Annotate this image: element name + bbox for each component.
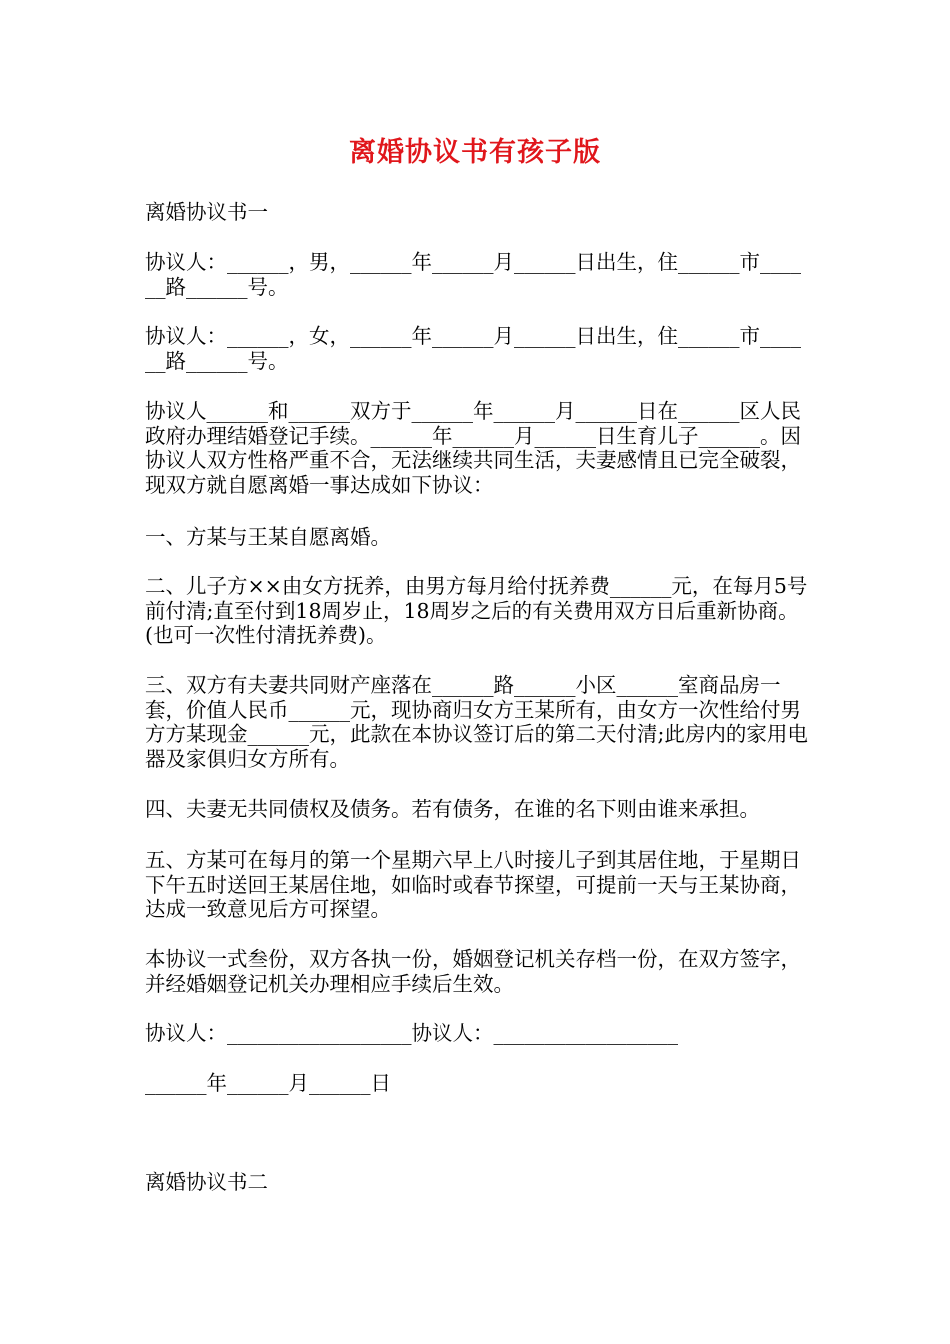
section-heading-1: 离婚协议书一 (145, 200, 268, 224)
party-female-paragraph: 协议人：______，女，______年______月______日出生，住______市______路______号。 (145, 324, 801, 373)
clause-2: 二、儿子方××由女方抚养，由男方每月给付抚养费______元，在每月5号前付清;直至付到18周岁止，18周岁之后的有关费用双方日后重新协商。(也可一次性付清抚养费)。 (145, 574, 808, 647)
section-heading-2: 离婚协议书二 (145, 1170, 268, 1194)
signature-line: 协议人：__________________协议人：__________________ (145, 1021, 678, 1045)
effectiveness-paragraph: 本协议一式叁份，双方各执一份，婚姻登记机关存档一份，在双方签字，并经婚姻登记机关办理相应手续后生效。 (145, 947, 801, 996)
marriage-background-paragraph: 协议人______和______双方于______年______月______日在______区人民政府办理结婚登记手续。______年______月______日生育儿子______。因协议人双方性格严重不合，无法继续共同生活，夫妻感情且已完全破裂，现双方就自愿离婚一事达成如下协议： (145, 399, 801, 497)
clause-4: 四、夫妻无共同债权及债务。若有债务，在谁的名下则由谁来承担。 (145, 797, 760, 821)
clause-1: 一、方某与王某自愿离婚。 (145, 525, 391, 549)
clause-3: 三、双方有夫妻共同财产座落在______路______小区______室商品房一套，价值人民币______元，现协商归女方王某所有，由女方一次性给付男方方某现金______元，此款在本协议签订后的第二天付清;此房内的家用电器及家俱归女方所有。 (145, 673, 808, 771)
date-line: ______年______月______日 (145, 1071, 391, 1095)
party-male-paragraph: 协议人：______，男，______年______月______日出生，住______市______路______号。 (145, 250, 801, 299)
clause-5: 五、方某可在每月的第一个星期六早上八时接儿子到其居住地，于星期日下午五时送回王某居住地，如临时或春节探望，可提前一天与王某协商，达成一致意见后方可探望。 (145, 848, 801, 921)
document-title: 离婚协议书有孩子版 (349, 137, 601, 168)
